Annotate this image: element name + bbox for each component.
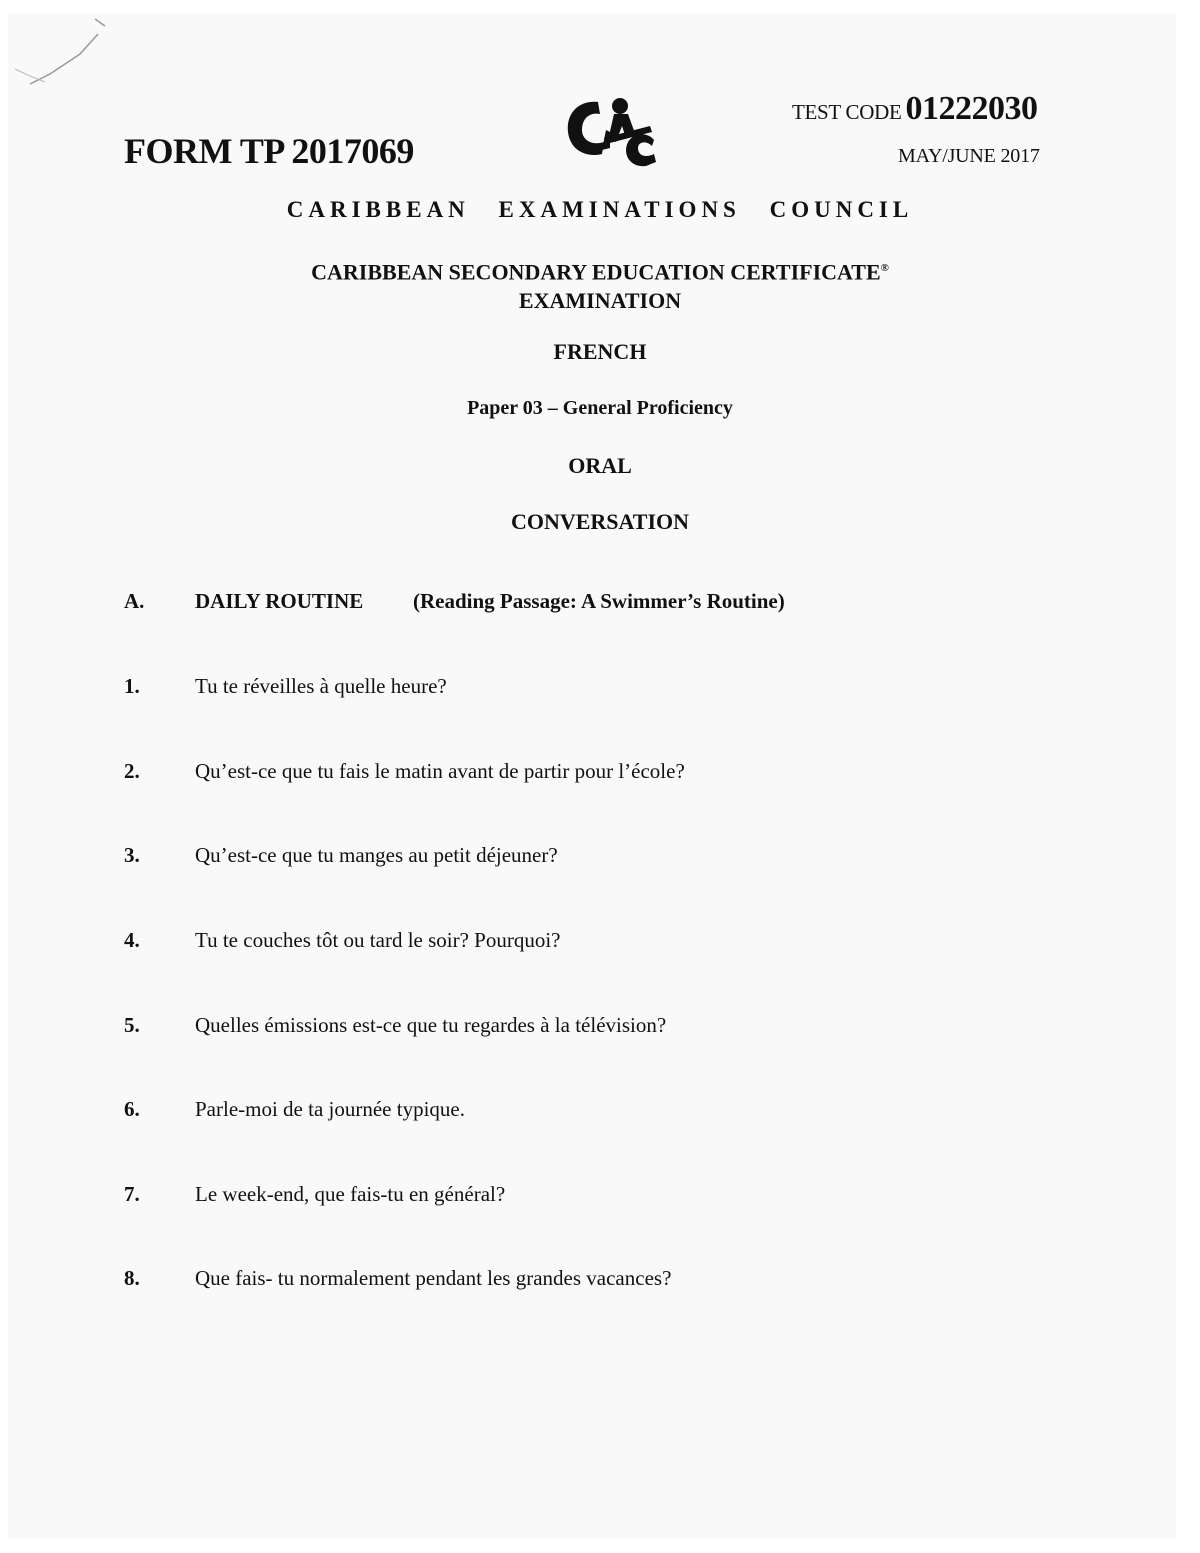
question-text: Qu’est-ce que tu manges au petit déjeuner?	[195, 843, 558, 867]
question-text: Tu te couches tôt ou tard le soir? Pourquoi?	[195, 928, 561, 952]
section-letter: A.	[124, 589, 145, 613]
question-number: 1.	[124, 674, 140, 698]
registered-mark: ®	[880, 262, 889, 274]
question-number: 7.	[124, 1182, 140, 1206]
question-text: Qu’est-ce que tu fais le matin avant de partir pour l’école?	[195, 759, 685, 783]
question-text: Le week-end, que fais-tu en général?	[195, 1182, 506, 1206]
question-number: 3.	[124, 843, 140, 867]
question-text: Quelles émissions est-ce que tu regardes à la télévision?	[195, 1013, 667, 1037]
question-number: 4.	[124, 928, 140, 952]
paper-title: Paper 03 – General Proficiency	[467, 397, 733, 419]
test-code-label: TEST CODE	[792, 100, 902, 124]
question-number: 8.	[124, 1266, 140, 1290]
section-passage: (Reading Passage: A Swimmer’s Routine)	[413, 589, 785, 613]
component-title: ORAL	[568, 453, 632, 478]
test-code-number: 01222030	[905, 90, 1038, 127]
form-number: FORM TP 2017069	[124, 131, 414, 171]
section-topic: DAILY ROUTINE	[195, 589, 364, 613]
part-title: CONVERSATION	[510, 509, 690, 534]
certificate-line-1: CARIBBEAN SECONDARY EDUCATION CERTIFICATE	[311, 259, 881, 285]
council-name: CARIBBEAN EXAMINATIONS COUNCIL	[286, 197, 914, 222]
question-number: 6.	[124, 1097, 140, 1121]
certificate-title	[0, 254, 1200, 315]
question-number: 2.	[124, 759, 140, 783]
cxc-logo-icon	[558, 92, 664, 170]
scan-mark-icon	[10, 14, 110, 94]
certificate-line-2: EXAMINATION	[518, 288, 682, 314]
exam-session: MAY/JUNE 2017	[898, 145, 1040, 167]
question-number: 5.	[124, 1013, 140, 1037]
question-text: Parle-moi de ta journée typique.	[195, 1097, 465, 1121]
question-text: Que fais- tu normalement pendant les grandes vacances?	[195, 1266, 672, 1290]
subject-title: FRENCH	[553, 339, 647, 364]
question-text: Tu te réveilles à quelle heure?	[195, 674, 447, 698]
test-code	[792, 90, 1038, 128]
